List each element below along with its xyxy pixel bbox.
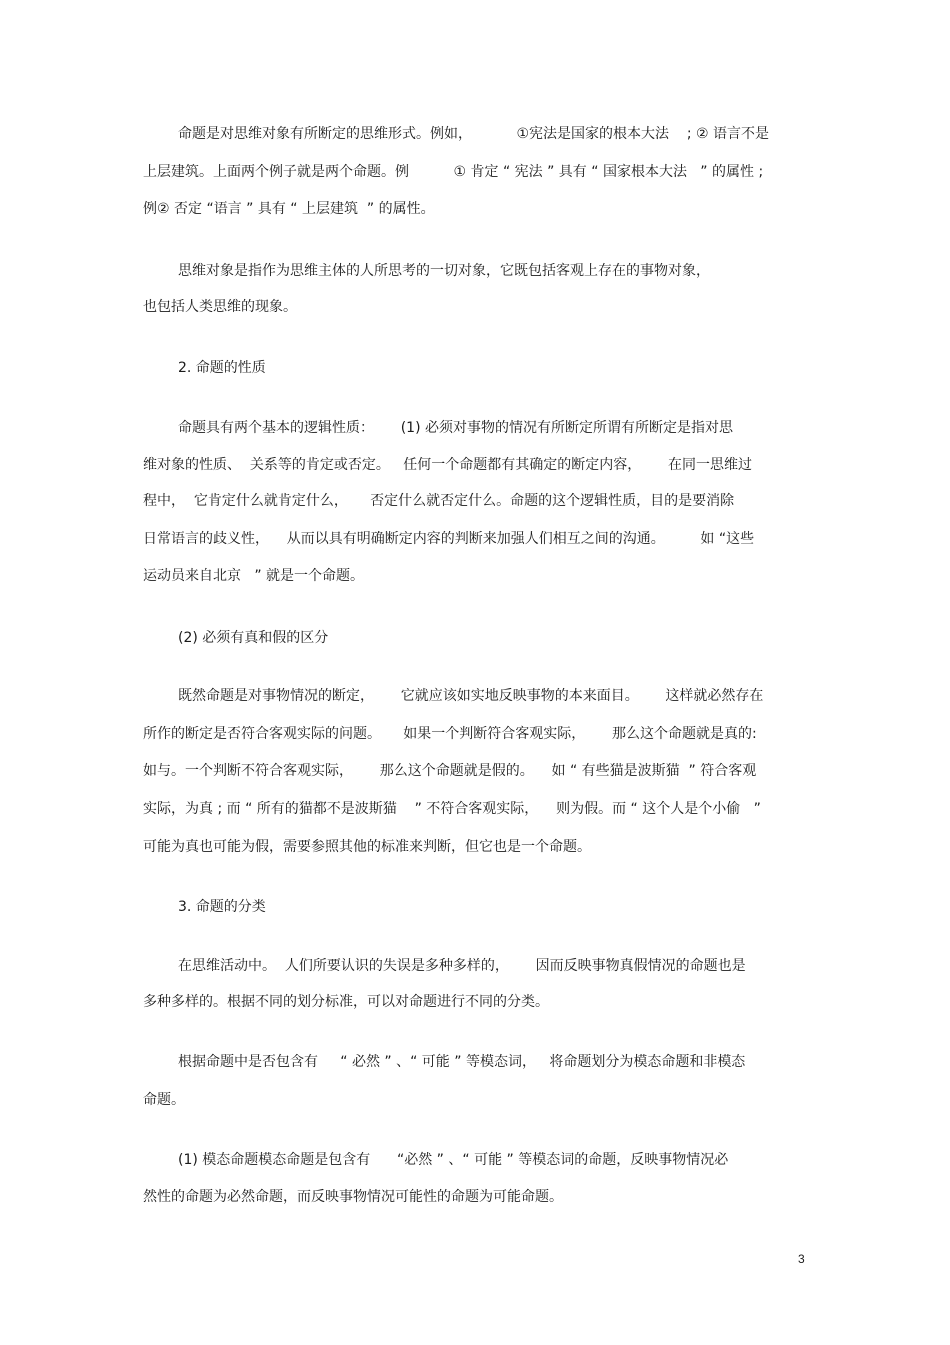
text-line: (1) 模态命题模态命题是包含有 “必然 ” 、“ 可能 ” 等模态词的命题，反映事物情况必 — [178, 1152, 729, 1168]
text-line: 运动员来自北京 ” 就是一个命题。 — [143, 568, 365, 584]
text-line: 维对象的性质、 关系等的肯定或否定。 任何一个命题都有其确定的断定内容， 在同一思维过 — [143, 457, 752, 473]
text-line: 多种多样的。根据不同的划分标准，可以对命题进行不同的分类。 — [143, 994, 549, 1010]
text-line: 思维对象是指作为思维主体的人所思考的一切对象，它既包括客观上存在的事物对象， — [178, 263, 710, 279]
text-line: 日常语言的歧义性， 从而以具有明确断定内容的判断来加强人们相互之间的沟通。 如 “这些 — [143, 531, 755, 547]
text-line: 实际，为真 ; 而 “ 所有的猫都不是波斯猫 ” 不符合客观实际， 则为假。而 “ 这个人是个小偷 ” — [143, 801, 761, 817]
text-line: 命题具有两个基本的逻辑性质： (1) 必须对事物的情况有所断定所谓有所断定是指对思 — [178, 420, 733, 436]
text-line: 根据命题中是否包含有 “ 必然 ” 、“ 可能 ” 等模态词， 将命题划分为模态命题和非模态 — [178, 1054, 746, 1070]
subsection-heading: (2) 必须有真和假的区分 — [178, 630, 329, 646]
text-line: 既然命题是对事物情况的断定， 它就应该如实地反映事物的本来面目。 这样就必然存在 — [178, 688, 764, 704]
page-number: 3 — [798, 1252, 805, 1266]
text-line: 所作的断定是否符合客观实际的问题。 如果一个判断符合客观实际， 那么这个命题就是真的: — [143, 726, 757, 742]
text-line: 在思维活动中。 人们所要认识的失误是多种多样的， 因而反映事物真假情况的命题也是 — [178, 958, 746, 974]
text-line: 然性的命题为必然命题，而反映事物情况可能性的命题为可能命题。 — [143, 1189, 563, 1205]
text-line: 命题是对思维对象有所断定的思维形式。例如， ①宪法是国家的根本大法 ; ② 语言不是 — [178, 126, 770, 142]
section-heading: 2. 命题的性质 — [178, 360, 266, 376]
text-line: 程中， 它肯定什么就肯定什么， 否定什么就否定什么。命题的这个逻辑性质，目的是要消除 — [143, 493, 735, 509]
text-line: 命题。 — [143, 1092, 185, 1108]
text-line: 也包括人类思维的现象。 — [143, 299, 297, 315]
text-line: 上层建筑。上面两个例子就是两个命题。例 ① 肯定 “ 宪法 ” 具有 “ 国家根本大法 ” 的属性 ; — [143, 164, 764, 180]
section-heading: 3. 命题的分类 — [178, 899, 266, 915]
text-line: 例② 否定 “语言 ” 具有 “ 上层建筑 ” 的属性。 — [143, 201, 435, 217]
text-line: 如与。一个判断不符合客观实际， 那么这个命题就是假的。 如 “ 有些猫是波斯猫 ” 符合客观 — [143, 763, 757, 779]
text-line: 可能为真也可能为假，需要参照其他的标准来判断，但它也是一个命题。 — [143, 839, 591, 855]
